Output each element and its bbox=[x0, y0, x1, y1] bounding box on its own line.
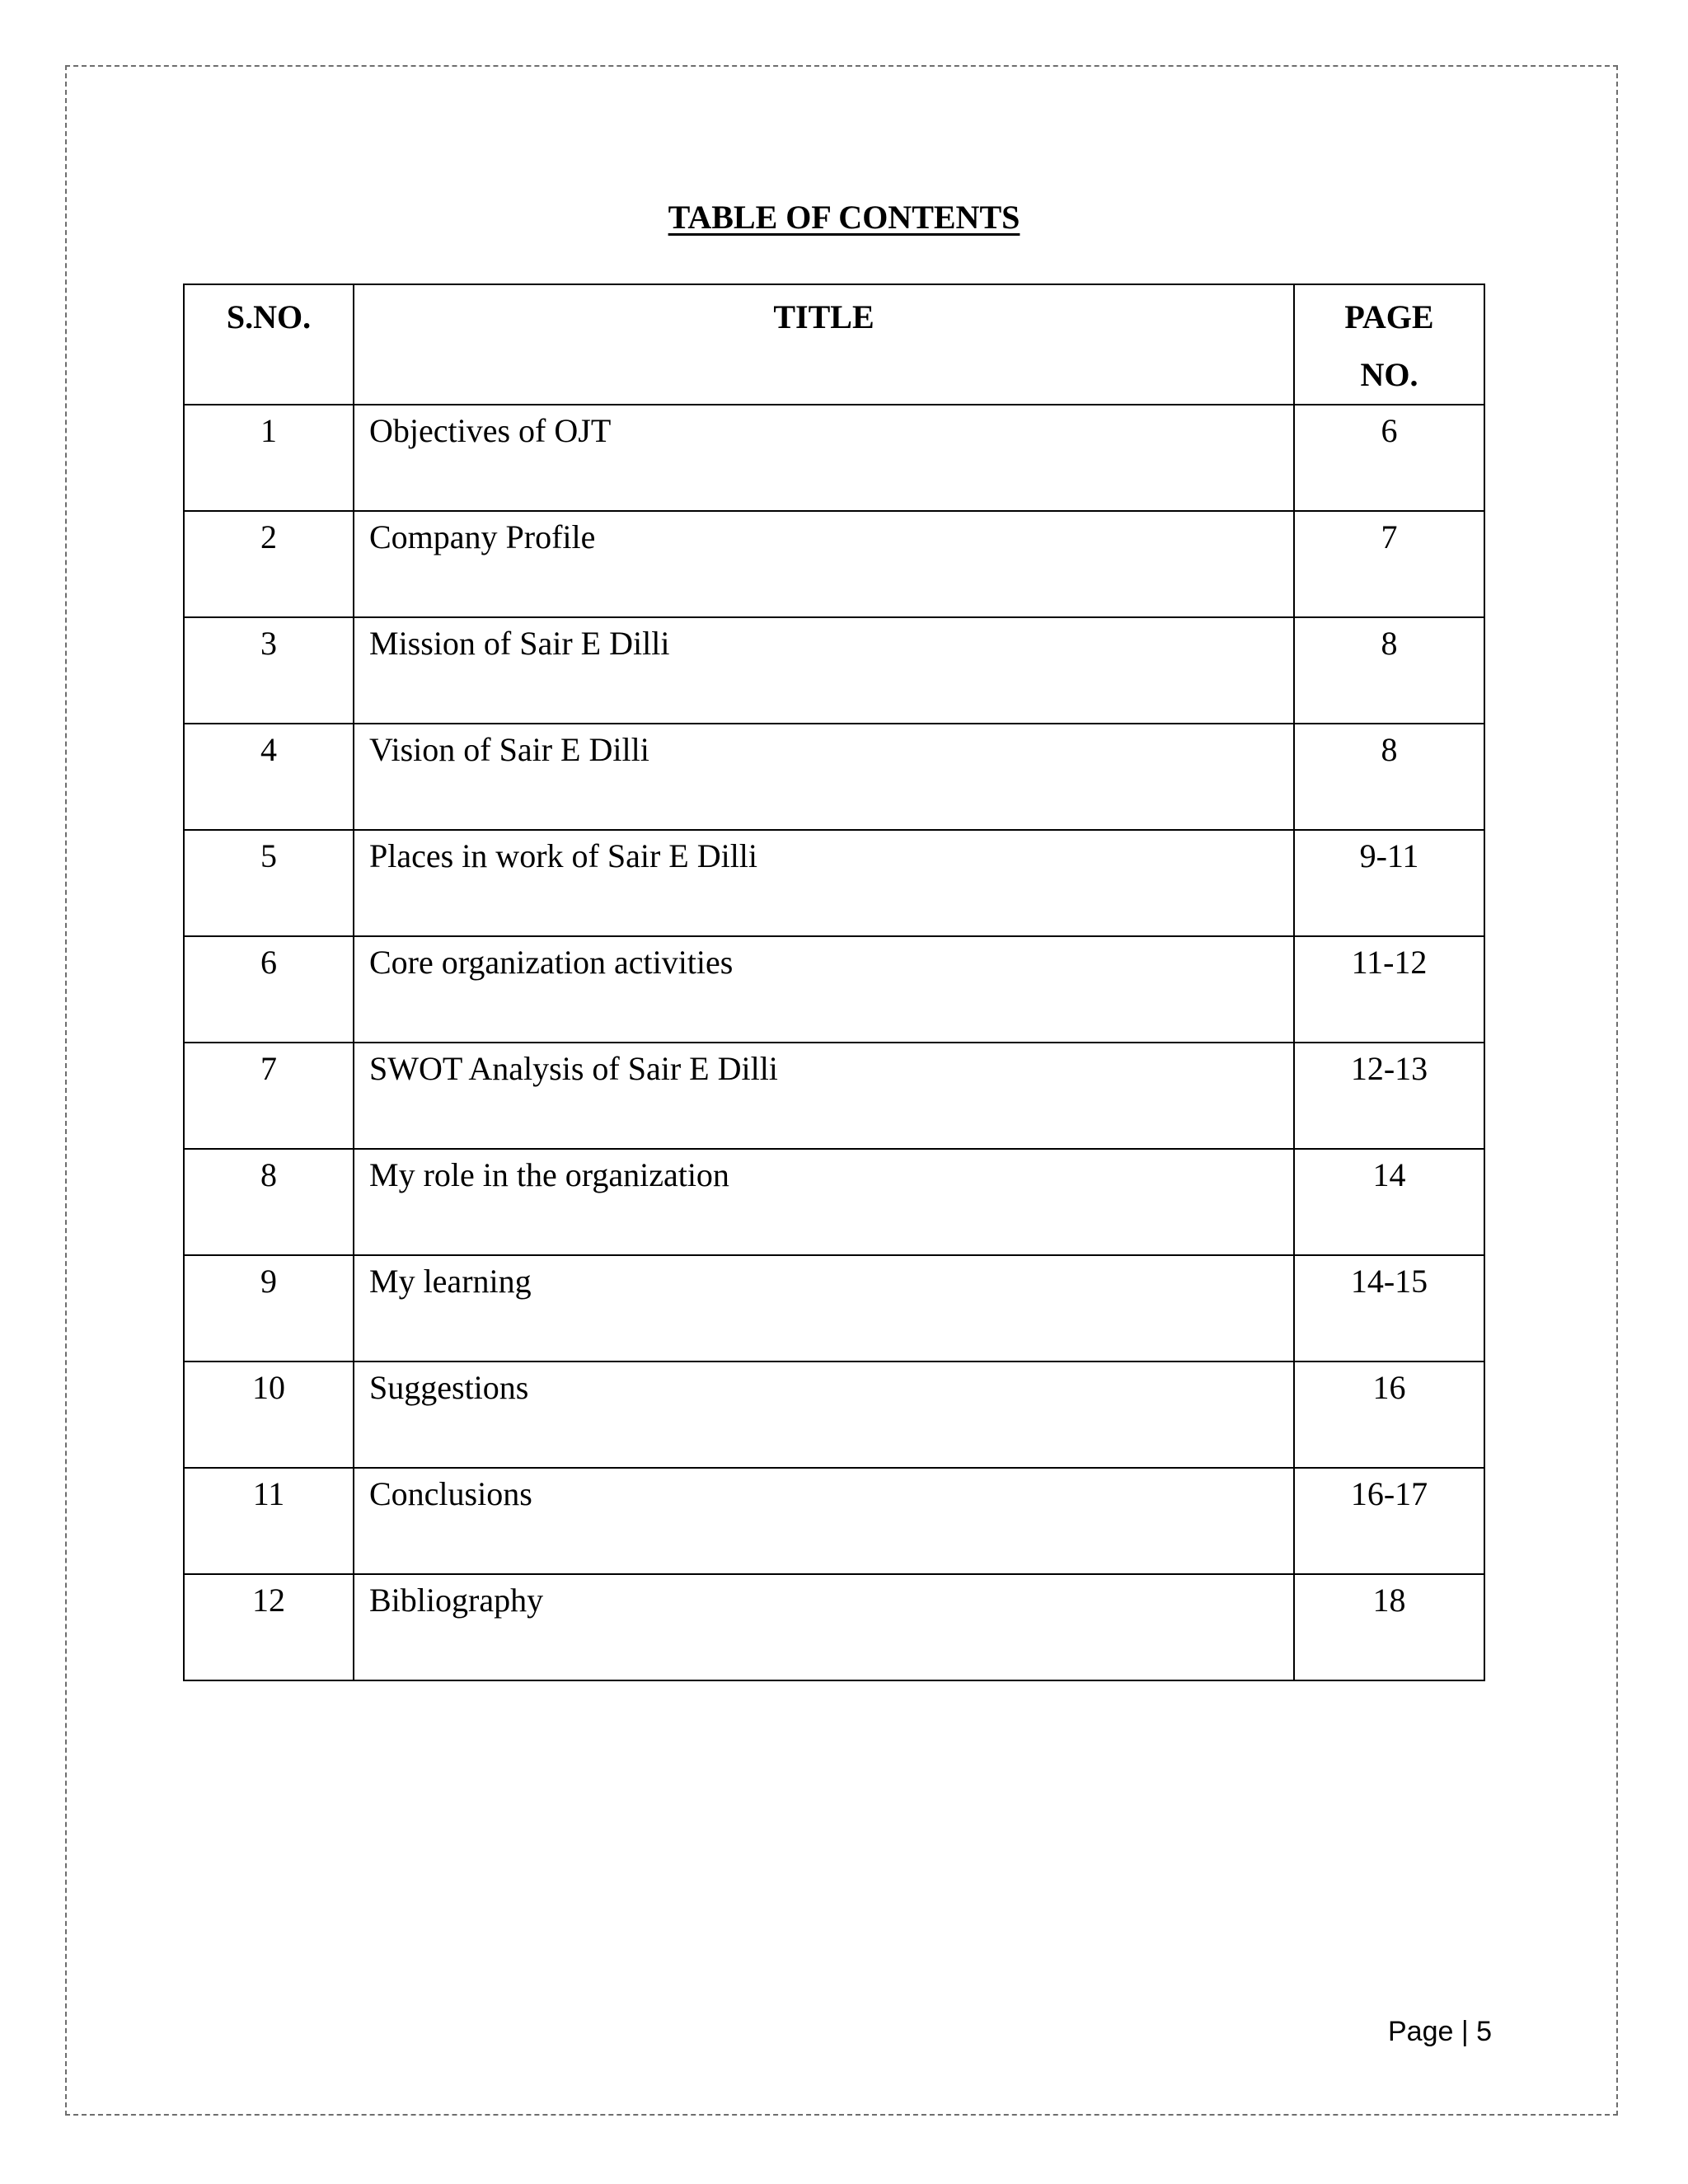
row-sno: 9 bbox=[184, 1255, 354, 1361]
row-title: Core organization activities bbox=[354, 936, 1294, 1043]
table-row bbox=[184, 1043, 1484, 1149]
row-page: 16-17 bbox=[1294, 1468, 1484, 1574]
table-row bbox=[184, 405, 1484, 511]
row-sno: 6 bbox=[184, 936, 354, 1043]
table-row bbox=[184, 1468, 1484, 1574]
table-row bbox=[184, 511, 1484, 617]
row-page: 18 bbox=[1294, 1574, 1484, 1680]
row-title: Company Profile bbox=[354, 511, 1294, 617]
row-sno: 2 bbox=[184, 511, 354, 617]
row-page: 8 bbox=[1294, 617, 1484, 724]
row-page: 11-12 bbox=[1294, 936, 1484, 1043]
table-of-contents bbox=[183, 284, 1485, 1681]
row-page: 12-13 bbox=[1294, 1043, 1484, 1149]
row-sno: 3 bbox=[184, 617, 354, 724]
row-title: Objectives of OJT bbox=[354, 405, 1294, 511]
row-sno: 12 bbox=[184, 1574, 354, 1680]
table-row bbox=[184, 936, 1484, 1043]
table-row bbox=[184, 617, 1484, 724]
row-sno: 8 bbox=[184, 1149, 354, 1255]
row-page: 7 bbox=[1294, 511, 1484, 617]
table-row bbox=[184, 724, 1484, 830]
row-title: Bibliography bbox=[354, 1574, 1294, 1680]
table-row bbox=[184, 1255, 1484, 1361]
document-title: TABLE OF CONTENTS bbox=[668, 199, 1020, 236]
row-page: 14-15 bbox=[1294, 1255, 1484, 1361]
row-page: 8 bbox=[1294, 724, 1484, 830]
row-title: Mission of Sair E Dilli bbox=[354, 617, 1294, 724]
row-title: Conclusions bbox=[354, 1468, 1294, 1574]
row-sno: 1 bbox=[184, 405, 354, 511]
table-row bbox=[184, 1361, 1484, 1468]
page-number-footer: Page | 5 bbox=[1388, 2016, 1493, 2047]
header-page-line2: NO. bbox=[1360, 356, 1418, 393]
header-page-no bbox=[1294, 284, 1484, 405]
table-row bbox=[184, 1574, 1484, 1680]
row-sno: 10 bbox=[184, 1361, 354, 1468]
header-page-line1: PAGE bbox=[1344, 298, 1434, 335]
header-title: TITLE bbox=[354, 284, 1294, 405]
row-sno: 11 bbox=[184, 1468, 354, 1574]
row-page: 9-11 bbox=[1294, 830, 1484, 936]
row-page: 14 bbox=[1294, 1149, 1484, 1255]
table-row bbox=[184, 1149, 1484, 1255]
row-sno: 5 bbox=[184, 830, 354, 936]
row-title: SWOT Analysis of Sair E Dilli bbox=[354, 1043, 1294, 1149]
row-title: Vision of Sair E Dilli bbox=[354, 724, 1294, 830]
row-title: My role in the organization bbox=[354, 1149, 1294, 1255]
header-sno: S.NO. bbox=[184, 284, 354, 405]
row-page: 6 bbox=[1294, 405, 1484, 511]
row-title: My learning bbox=[354, 1255, 1294, 1361]
row-title: Places in work of Sair E Dilli bbox=[354, 830, 1294, 936]
row-title: Suggestions bbox=[354, 1361, 1294, 1468]
table-header-row bbox=[184, 284, 1484, 405]
row-sno: 7 bbox=[184, 1043, 354, 1149]
row-page: 16 bbox=[1294, 1361, 1484, 1468]
row-sno: 4 bbox=[184, 724, 354, 830]
table-row bbox=[184, 830, 1484, 936]
